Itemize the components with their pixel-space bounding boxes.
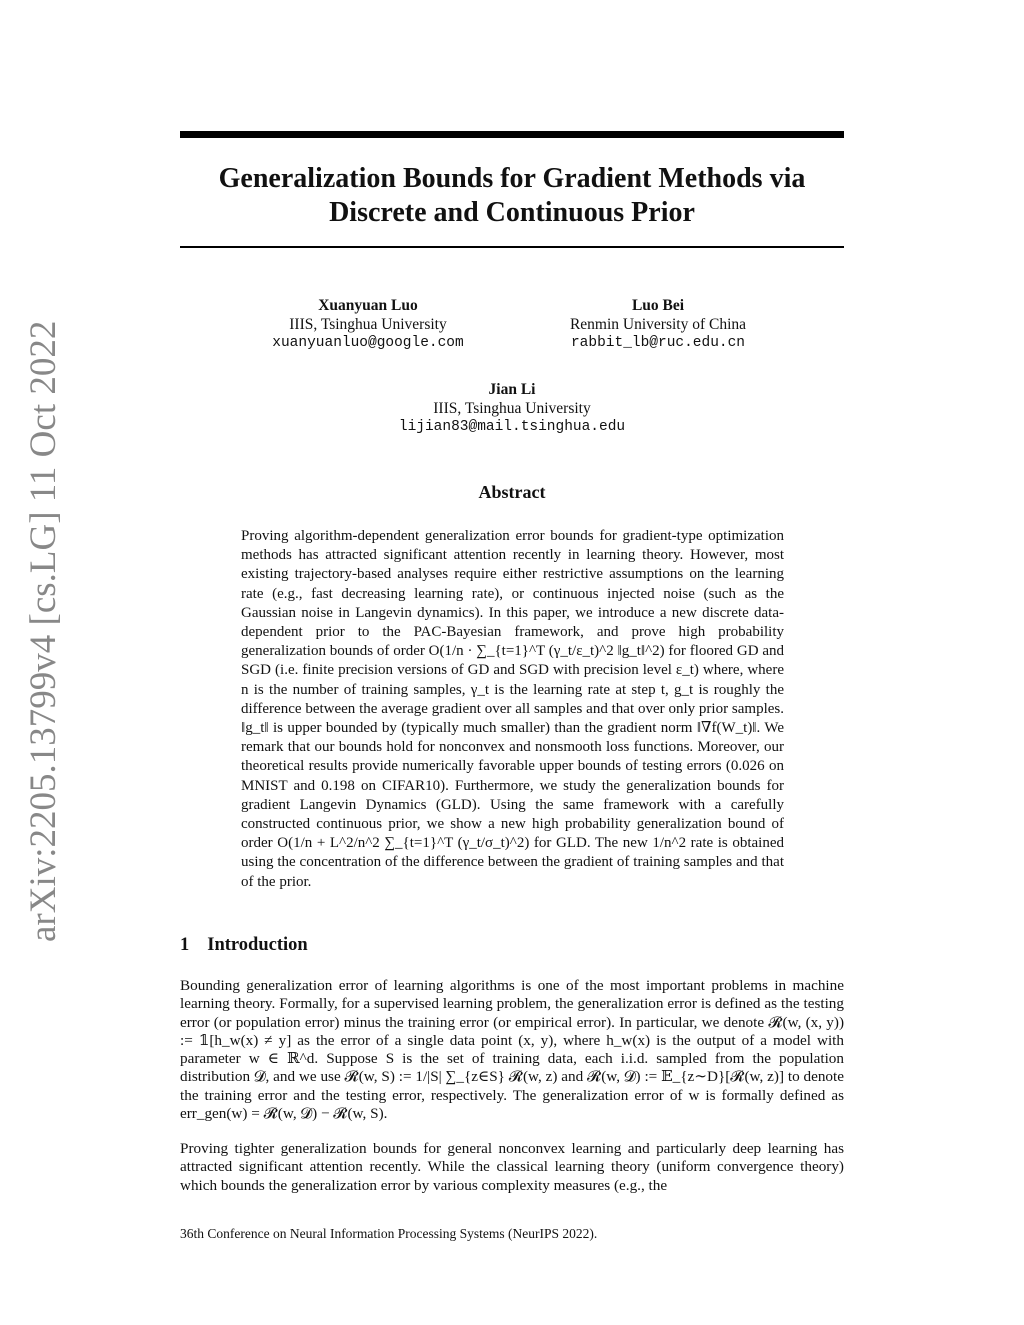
author-block-1 [268, 296, 468, 353]
title-rule-top [180, 131, 844, 138]
title-line-2: Discrete and Continuous Prior [329, 197, 695, 228]
abstract-text: Proving algorithm-dependent generalization error bounds for gradient-type optimization methods has attracted significant attention recently in learning theory. However, most existing trajectory-based analyses require either restrictive assumptions on the learning rate (e.g., fast decreasing learning rate), or continuous injected noise (such as the Gaussian noise in Langevin dynamics). In this paper, we introduce a new discrete data-dependent prior to the PAC-Bayesian framework, and prove high probability generalization bounds of order O(1/n · ∑_{t=1}^T (γ_t/ε_t)^2 ‖g_t‖^2) for floored GD and SGD (i.e. finite precision versions of GD and SGD with precision level ε_t) where, where n is the number of training samples, γ_t is the learning rate at step t, g_t is roughly the difference between the average gradient over all samples and that over only prior samples. ‖g_t‖ is upper bounded by (typically much smaller) than the gradient norm ‖∇f(W_t)‖. We remark that our bounds hold for nonconvex and nonsmooth loss functions. Moreover, our theoretical results provide numerically favorable upper bounds of testing errors (0.026 on MNIST and 0.198 on CIFAR10). Furthermore, we study the generalization bounds for gradient Langevin Dynamics (GLD). Using the same framework with a carefully constructed continuous prior, we show a new high probability generalization bound of order O(1/n + L^2/n^2 ∑_{t=1}^T (γ_t/σ_t)^2) for GLD. The new 1/n^2 rate is obtained using the concentration of the difference between the gradient of training samples and that of the prior. [241, 528, 784, 890]
author-email: lijian83@mail.tsinghua.edu [398, 419, 626, 435]
author-block-2 [548, 296, 768, 353]
author-affiliation: IIIS, Tsinghua University [289, 316, 447, 333]
paragraph-text: Proving tighter generalization bounds for general nonconvex learning and particularly deep learning has attracted significant attention recently. While the classical learning theory (uniform convergence theory) which bounds the generalization error by various complexity measures (e.g., the [180, 1140, 844, 1194]
author-affiliation: Renmin University of China [569, 316, 747, 333]
paper-title [180, 162, 844, 230]
author-email: rabbit_lb@ruc.edu.cn [570, 335, 746, 351]
author-affiliation: IIIS, Tsinghua University [433, 400, 591, 417]
section-heading [180, 935, 308, 956]
author-name: Xuanyuan Luo [318, 297, 418, 314]
abstract-body [241, 527, 784, 892]
title-rule-bottom [180, 246, 844, 248]
arxiv-sidebar-stamp: arXiv:2205.13799v4 [cs.LG] 11 Oct 2022 [23, 320, 64, 942]
author-block-3 [392, 380, 632, 437]
title-line-1: Generalization Bounds for Gradient Methods via [218, 163, 806, 194]
author-name: Luo Bei [631, 297, 685, 314]
author-email: xuanyuanluo@google.com [272, 335, 464, 351]
conference-footnote: 36th Conference on Neural Information Processing Systems (NeurIPS 2022). [180, 1226, 598, 1241]
section-title: Introduction [207, 935, 308, 955]
author-name: Jian Li [488, 381, 536, 398]
intro-paragraph-1 [180, 977, 844, 1123]
paragraph-text: Bounding generalization error of learning algorithms is one of the most important problems in machine learning theory. Formally, for a supervised learning problem, the generalization error is defined as the testing error (or population error) minus the training error (or empirical error). In particular, we denote 𝓡(w, (x, y)) := 𝟙[h_w(x) ≠ y] as the error of a single data point (x, y), where h_w(x) is the output of a model with parameter w ∈ ℝ^d. Suppose S is the set of training data, each i.i.d. sampled from the population distribution 𝓓, and we use 𝓡(w, S) := 1/|S| ∑_{z∈S} 𝓡(w, z) and 𝓡(w, 𝓓) := 𝔼_{z∼D}[𝓡(w, z)] to denote the training error and the testing error, respectively. The generalization error of w is formally defined as err_gen(w) = 𝓡(w, 𝓓) − 𝓡(w, S). [180, 977, 844, 1123]
intro-paragraph-2 [180, 1140, 844, 1195]
abstract-heading: Abstract [478, 482, 546, 502]
section-number: 1 [180, 935, 190, 955]
